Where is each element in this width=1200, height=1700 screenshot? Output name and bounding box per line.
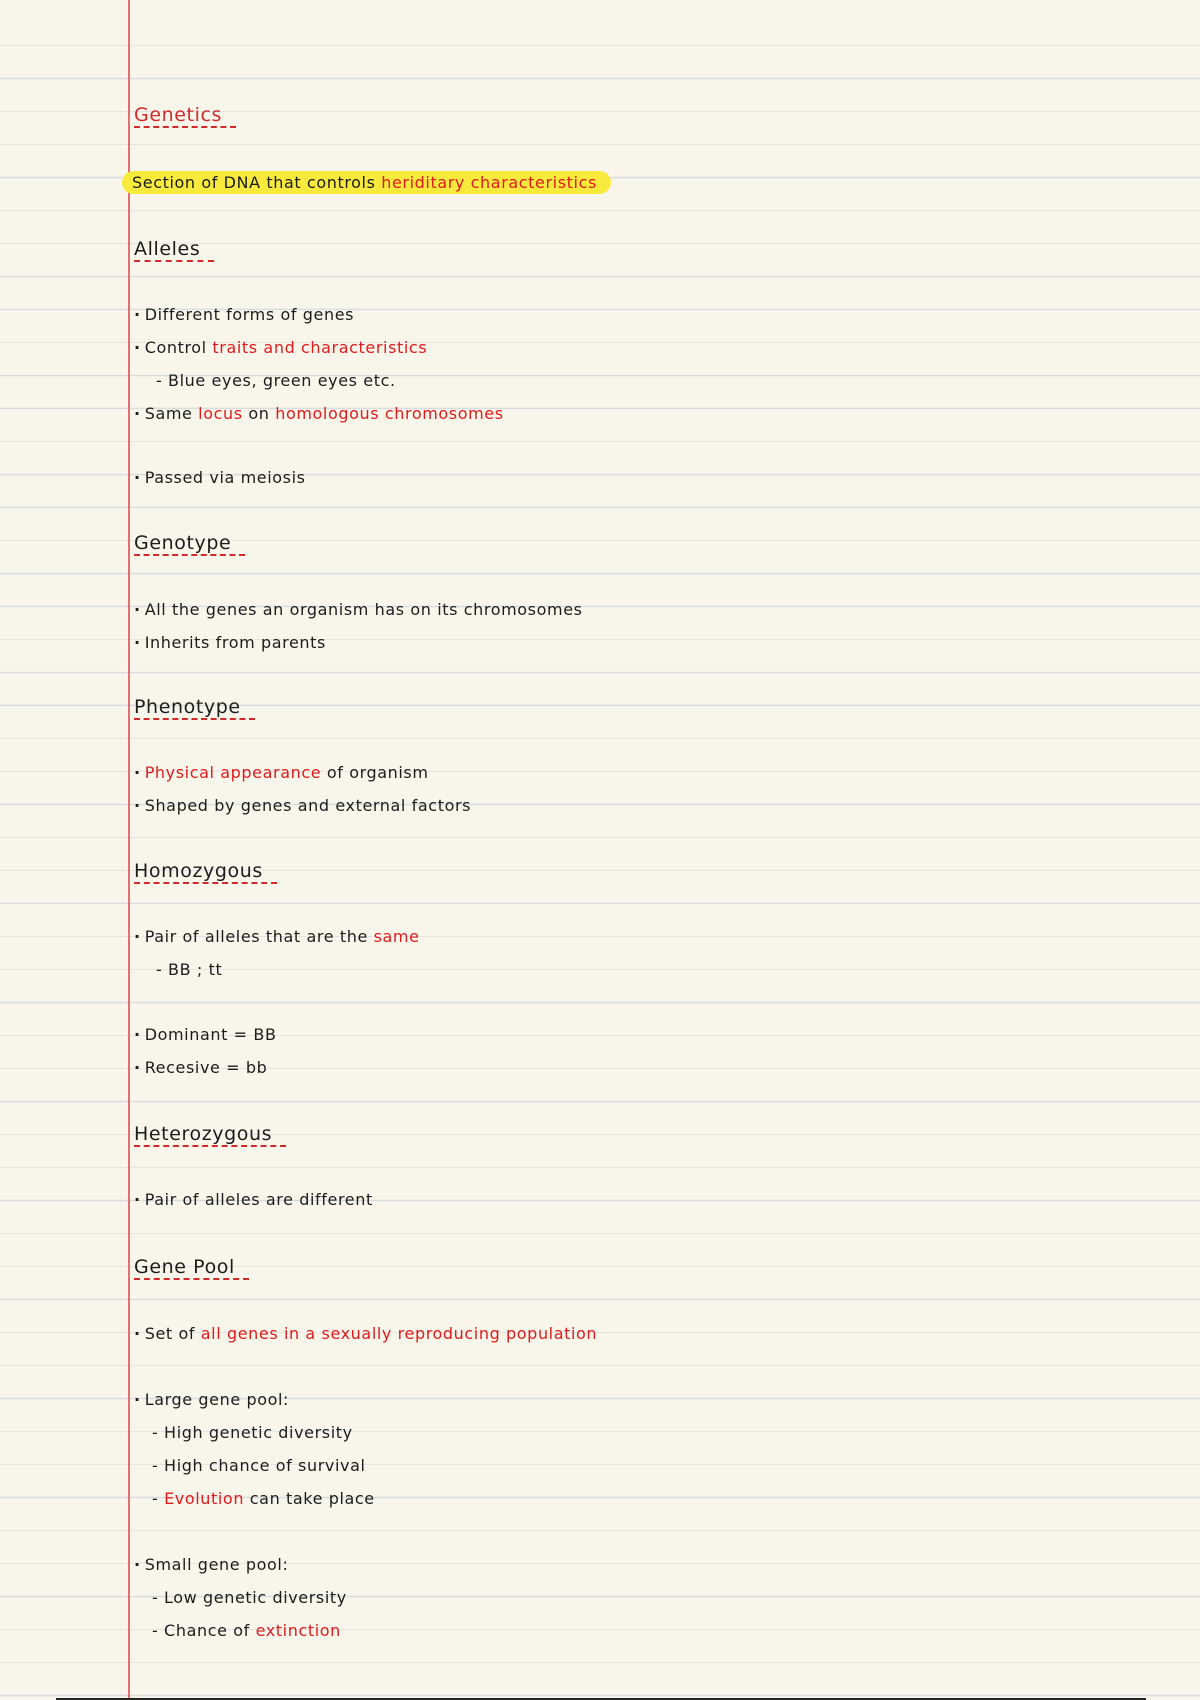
bullet-icon: ·	[134, 1390, 141, 1409]
heading-phenotype: Phenotype	[134, 696, 255, 720]
heading-homozygous: Homozygous	[134, 860, 277, 884]
list-item	[134, 465, 306, 491]
list-subitem-text: can take place	[249, 1489, 375, 1508]
definition-text: Section of DNA that controls	[132, 173, 376, 192]
list-item-text: Pair of alleles are different	[144, 1190, 373, 1209]
list-item-text: All the genes an organism has on its chromosomes	[144, 600, 583, 619]
list-item-text: of organism	[326, 763, 429, 782]
margin-line	[128, 0, 130, 1700]
bullet-icon: ·	[134, 600, 141, 619]
list-item-text: Small gene pool:	[144, 1555, 289, 1574]
bullet-icon: ·	[134, 468, 141, 487]
bullet-icon: ·	[134, 927, 141, 946]
list-item	[134, 597, 583, 623]
page-title: Genetics	[134, 104, 236, 128]
list-subitem	[152, 1486, 375, 1512]
heading-alleles: Alleles	[134, 238, 214, 262]
list-subitem	[152, 1585, 347, 1611]
list-item-text: Control	[144, 338, 207, 357]
list-item	[134, 335, 427, 361]
list-item	[134, 924, 420, 950]
list-item	[134, 1022, 277, 1048]
bullet-icon: ·	[134, 338, 141, 357]
list-item	[134, 1055, 267, 1081]
bullet-icon: ·	[134, 1324, 141, 1343]
list-item-text: Set of	[144, 1324, 196, 1343]
list-item	[134, 793, 471, 819]
bullet-icon: ·	[134, 305, 141, 324]
heading-genotype: Genotype	[134, 532, 245, 556]
list-subitem	[152, 1420, 353, 1446]
bullet-icon: ·	[134, 404, 141, 423]
list-item	[134, 1387, 289, 1413]
dash-icon: -	[152, 1489, 159, 1508]
bullet-icon: ·	[134, 1058, 141, 1077]
bullet-icon: ·	[134, 763, 141, 782]
list-item	[134, 302, 354, 328]
list-item	[134, 630, 326, 656]
list-item-red: traits and characteristics	[212, 338, 428, 357]
list-subitem-red: extinction	[255, 1621, 341, 1640]
list-item-red: homologous chromosomes	[275, 404, 504, 423]
list-item	[134, 401, 504, 427]
list-subitem-text: - Chance of	[152, 1621, 250, 1640]
list-item	[134, 1552, 288, 1578]
heading-heterozygous: Heterozygous	[134, 1123, 286, 1147]
list-item-text: Same	[144, 404, 193, 423]
list-item-red: Physical appearance	[144, 763, 322, 782]
list-item-red: locus	[198, 404, 243, 423]
list-item-text: Large gene pool:	[144, 1390, 290, 1409]
list-subitem	[156, 957, 222, 983]
list-item	[134, 760, 429, 786]
bullet-icon: ·	[134, 1025, 141, 1044]
bullet-icon: ·	[134, 1555, 141, 1574]
list-item-text: on	[248, 404, 270, 423]
highlight-box	[122, 171, 611, 194]
bullet-icon: ·	[134, 1190, 141, 1209]
bullet-icon: ·	[134, 796, 141, 815]
list-item-text: Shaped by genes and external factors	[144, 796, 472, 815]
list-item-red: same	[373, 927, 420, 946]
heading-gene-pool: Gene Pool	[134, 1256, 249, 1280]
list-item-text: Passed via meiosis	[144, 468, 306, 487]
list-subitem-text: - Low genetic diversity	[152, 1588, 347, 1607]
list-subitem-text: - High genetic diversity	[152, 1423, 353, 1442]
list-item	[134, 1321, 597, 1347]
list-item-text: Different forms of genes	[144, 305, 355, 324]
list-item-red: all genes in a sexually reproducing population	[200, 1324, 598, 1343]
list-subitem	[152, 1618, 341, 1644]
list-subitem-text: - Blue eyes, green eyes etc.	[156, 371, 396, 390]
list-subitem-red: Evolution	[164, 1489, 245, 1508]
list-subitem-text: - High chance of survival	[152, 1456, 366, 1475]
list-item-text: Inherits from parents	[144, 633, 326, 652]
definition-red: heriditary characteristics	[381, 173, 597, 192]
list-subitem-text: - BB ; tt	[156, 960, 223, 979]
list-item-text: Dominant = BB	[144, 1025, 277, 1044]
bullet-icon: ·	[134, 633, 141, 652]
list-subitem	[156, 368, 396, 394]
list-item-text: Pair of alleles that are the	[144, 927, 368, 946]
list-subitem	[152, 1453, 366, 1479]
definition-line	[134, 170, 611, 196]
list-item-text: Recesive = bb	[144, 1058, 268, 1077]
list-item	[134, 1187, 373, 1213]
